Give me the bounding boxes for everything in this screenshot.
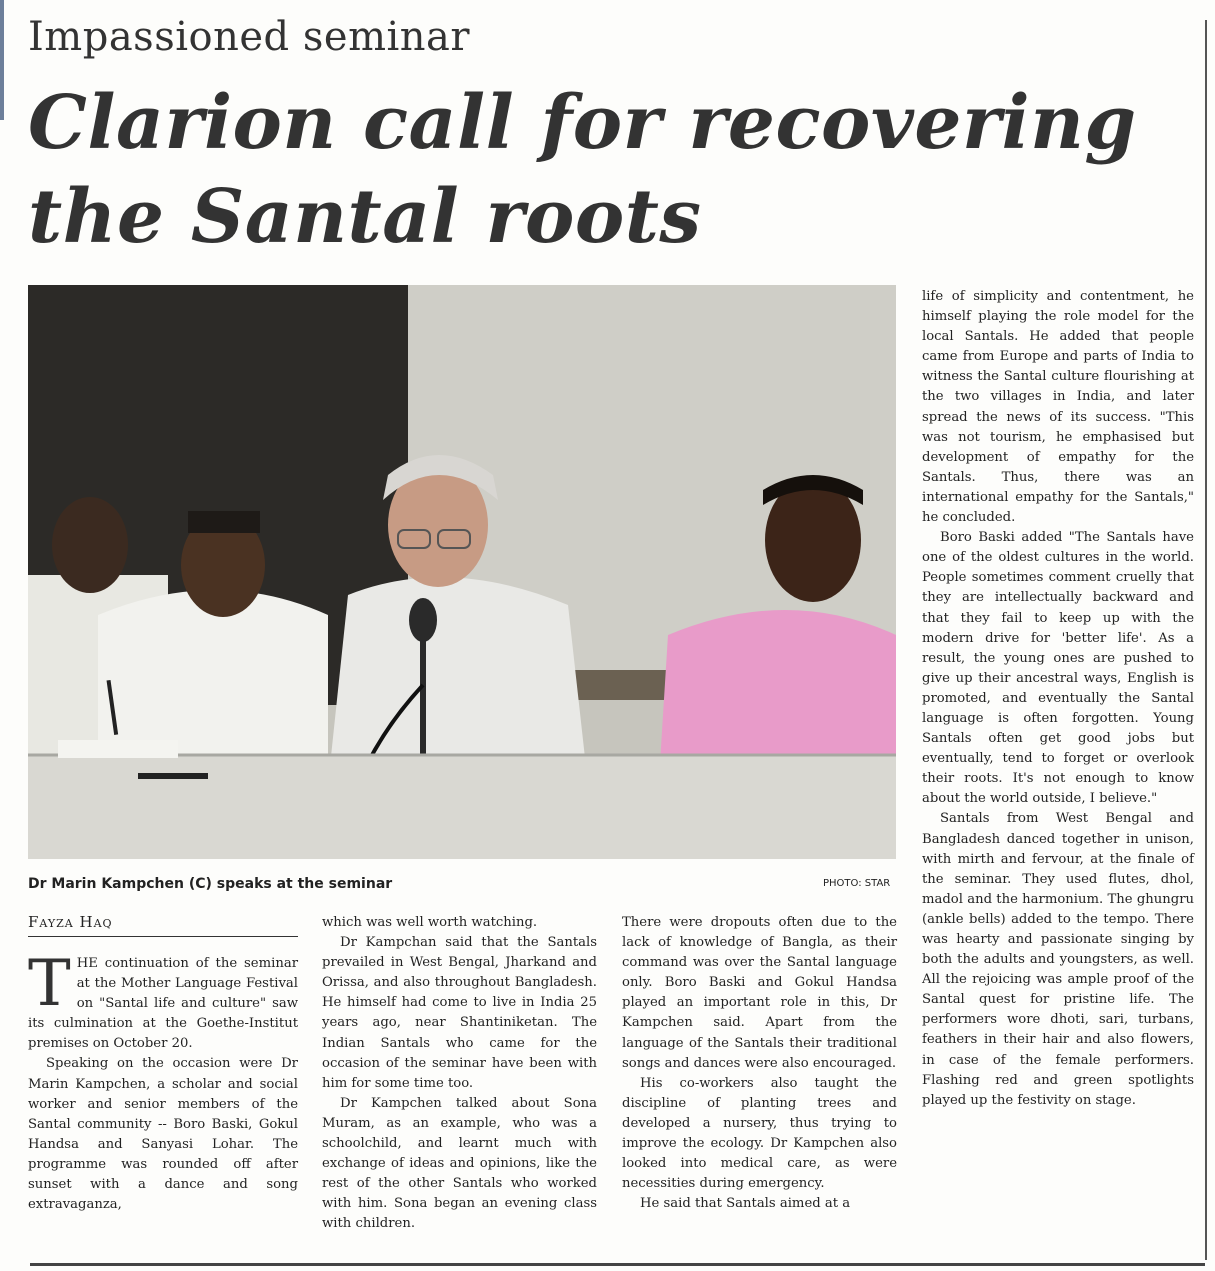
photo-credit: PHOTO: STAR (823, 878, 891, 889)
paragraph (28, 947, 298, 1054)
column-border (1205, 20, 1207, 1260)
pen (138, 773, 208, 779)
seminar-photo-drawing (28, 285, 896, 859)
bottom-rule (30, 1263, 1205, 1266)
paragraph: Santals from West Bengal and Bangladesh danced together in unison, with mirth and fervour, at the finale of the seminar. They used flutes, dhol, madol and the harmonium. The ghungru (ankle bells) added to the tempo. There was hearty and passionate singing by both the adults and youngsters, as well. All the rejoicing was ample proof of the Santal quest for pristine life. The performers wore dhoti, sari, turbans, feathers in their hair and also flowers, in case of the female performers. Flashing red and green spotlights played up the festivity on stage. (922, 811, 1194, 1108)
kicker: Impassioned seminar (28, 14, 471, 60)
page-edge-mark (0, 0, 4, 120)
paragraph-text: HE continuation of the seminar at the Mother Language Festival on "Santal life and culture" saw its culmination at the Goethe-Institut premises on October 20. (28, 956, 298, 1052)
byline-rule (28, 936, 298, 937)
seminar-photo (28, 285, 896, 859)
headline: Clarion call for recovering the Santal roots (28, 80, 1137, 260)
drop-cap: T (28, 947, 71, 1021)
photo-caption: Dr Marin Kampchen (C) speaks at the seminar (28, 876, 393, 892)
paragraph: He said that Santals aimed at a (640, 1196, 851, 1212)
paragraph: Dr Kampchan said that the Santals prevailed in West Bengal, Jharkand and Orissa, and also throughout Bangladesh. He himself had come to live in India 25 years ago, near Shantiniketan. The Indian Santals who came for the occasion of the seminar have been with him for some time too. (322, 935, 597, 1091)
paragraph: Boro Baski added "The Santals have one of the oldest cultures in the world. People sometimes comment cruelly that they are intellectually backward and that they fail to keep up with the modern drive for 'better life'. As a result, the young ones are pushed to give up their ancestral ways, English is promoted, and eventually the Santal language is often forgotten. Young Santals often get good jobs but eventually, tend to forget or overlook their roots. It's not enough to know about the world outside, I believe." (922, 530, 1194, 807)
paragraph: life of simplicity and contentment, he himself playing the role model for the local Santals. He added that people came from Europe and parts of India to witness the Santal culture flourishing at the two villages in India, and later spread the news of its success. "This was not tourism, he emphasised but development of empathy for the Santals. Thus, there was an international empathy for the Santals," he concluded. (922, 289, 1194, 526)
column-3 (622, 913, 897, 1214)
column-2 (322, 913, 597, 1235)
byline: Fayza Haq (28, 913, 113, 931)
paragraph: Dr Kampchen talked about Sona Muram, as an example, who was a schoolchild, and learnt much with exchange of ideas and opinions, like the rest of the other Santals who worked with him. Sona began an evening class with children. (322, 1095, 597, 1232)
column-4 (922, 287, 1194, 1111)
paragraph: His co-workers also taught the discipline of planting trees and developed a nursery, thus trying to improve the ecology. Dr Kampchen also looked into medical care, as were necessities during emergency. (622, 1075, 897, 1192)
paragraph: There were dropouts often due to the lack of knowledge of Bangla, as their command was over the Santal language only. Boro Baski and Gokul Handsa played an important role in this, Dr Kampchen said. Apart from the language of the Santals their traditional songs and dances were also encouraged. (622, 915, 897, 1071)
table (28, 755, 896, 859)
column-1 (28, 947, 298, 1215)
paragraph: which was well worth watching. (322, 915, 538, 930)
paragraph: Speaking on the occasion were Dr Marin Kampchen, a scholar and social worker and senior members of the Santal community -- Boro Baski, Gokul Handsa and Sanyasi Lohar. The programme was rounded off after sunset with a dance and song extravaganza, (28, 1056, 298, 1213)
papers (58, 740, 178, 758)
